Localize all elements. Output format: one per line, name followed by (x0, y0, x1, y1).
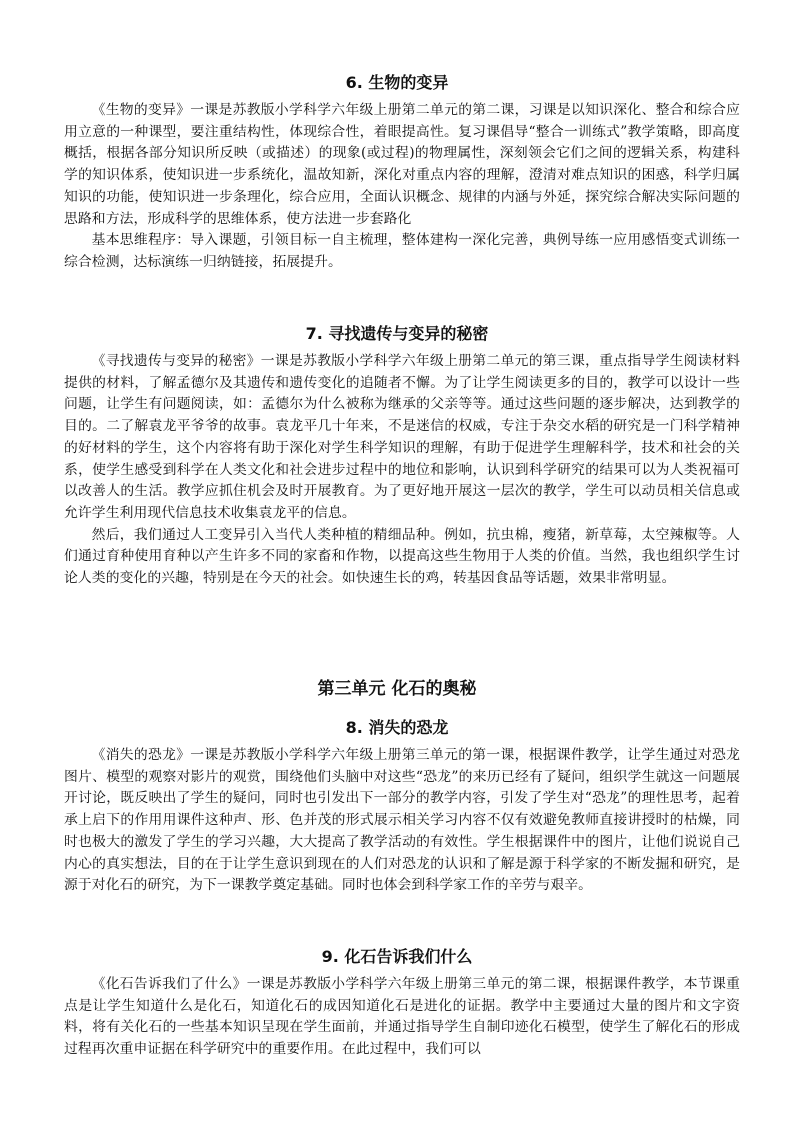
lesson-8-body (64, 745, 740, 897)
lesson-6-title: 6. 生物的变异 (345, 73, 449, 92)
lesson-7-paragraph-1: 《寻找遗传与变异的秘密》一课是苏教版小学科学六年级上册第二单元的第三课，重点指导学生阅读材料提供的材料，了解孟德尔及其遗传和遗传变化的追随者不懈。为了让学生阅读更多的目的，教学可以设计一些问题，让学生有问题阅读，如：孟德尔为什么被称为继承的父亲等等。通过这些问题的逐步解决，达到教学的目的。二了解袁龙平爷爷的故事。袁龙平几十年来，不是迷信的权威，专注于杂交水稻的研究是一门科学精神的好材料的学生，这个内容将有助于深化对学生科学知识的理解，有助于促进学生理解科学，技术和社会的关系，使学生感受到科学在人类文化和社会进步过程中的地位和影响，认识到科学研究的结果可以为人类祝福可以改善人的生活。教学应抓住机会及时开展教育。为了更好地开展这一层次的教学，学生可以动员相关信息或允许学生利用现代信息技术收集袁龙平的信息。 (64, 353, 740, 521)
lesson-7-body (64, 351, 740, 590)
lesson-6-paragraph-2: 基本思维程序：导入课题，引领目标一自主梳理，整体建构一深化完善，典例导练一应用感悟变式训练一综合检测，达标演练一归纳链接，拓展提升。 (64, 232, 740, 270)
lesson-9-body (64, 974, 740, 1061)
lesson-8-title: 8. 消失的恐龙 (345, 718, 449, 737)
lesson-7-title: 7. 寻找遗传与变异的秘密 (305, 324, 489, 343)
lesson-9-paragraph-1: 《化石告诉我们了什么》一课是苏教版小学科学六年级上册第三单元的第二课，根据课件教学，本节课重点是让学生知道什么是化石，知道化石的成因知道化石是进化的证据。教学中主要通过大量的图片和文字资料，将有关化石的一些基本知识呈现在学生面前，并通过指导学生自制印迹化石模型，使学生了解化石的形成过程再次重申证据在科学研究中的重要作用。在此过程中，我们可以 (64, 976, 740, 1058)
lesson-7-paragraph-2: 然后，我们通过人工变异引入当代人类种植的精细品种。例如，抗虫棉，瘦猪，新草莓，太空辣椒等。人们通过育种使用育种以产生许多不同的家畜和作物，以提高这些生物用于人类的价值。当然，我也组织学生讨论人类的变化的兴趣，特别是在今天的社会。如快速生长的鸡，转基因食品等话题，效果非常明显。 (64, 526, 740, 587)
lesson-8-paragraph-1: 《消失的恐龙》一课是苏教版小学科学六年级上册第三单元的第一课，根据课件教学，让学生通过对恐龙图片、模型的观察对影片的观赏，围绕他们头脑中对这些“恐龙”的来历已经有了疑问，组织学生就这一问题展开讨论，既反映出了学生的疑问，同时也引发出下一部分的教学内容，引发了学生对“恐龙”的理性思考，起着承上启下的作用用课件这种声、形、色并茂的形式展示相关学习内容不仅有效避免教师直接讲授时的枯燥，同时也极大的激发了学生的学习兴趣，大大提高了教学活动的有效性。学生根据课件中的图片，让他们说说自己内心的真实想法，目的在于让学生意识到现在的人们对恐龙的认识和了解是源于科学家的不断发掘和研究，是源于对化石的研究，为下一课教学奠定基础。同时也体会到科学家工作的辛劳与艰辛。 (64, 747, 740, 894)
lesson-9-title: 9. 化石告诉我们什么 (321, 947, 473, 966)
unit-3-title: 第三单元 化石的奥秘 (317, 679, 477, 699)
lesson-6-paragraph-1: 《生物的变异》一课是苏教版小学科学六年级上册第二单元的第二课，习课是以知识深化、整合和综合应用立意的一种课型，要注重结构性，体现综合性，着眼提高性。复习课倡导“整合一训练式”教学策略，即高度概括，根据各部分知识所反映（或描述）的现象(或过程)的物理属性，深刻领会它们之间的逻辑关系，构建科学的知识体系，使知识进一步系统化，温故知新，深化对重点内容的理解，澄清对难点知识的困惑，科学归属知识的功能，使知识进一步条理化，综合应用，全面认识概念、规律的内涵与外延，探究综合解决实际问题的思路和方法，形成科学的思维体系，使方法进一步套路化 (64, 102, 740, 227)
lesson-6-body (64, 100, 740, 274)
